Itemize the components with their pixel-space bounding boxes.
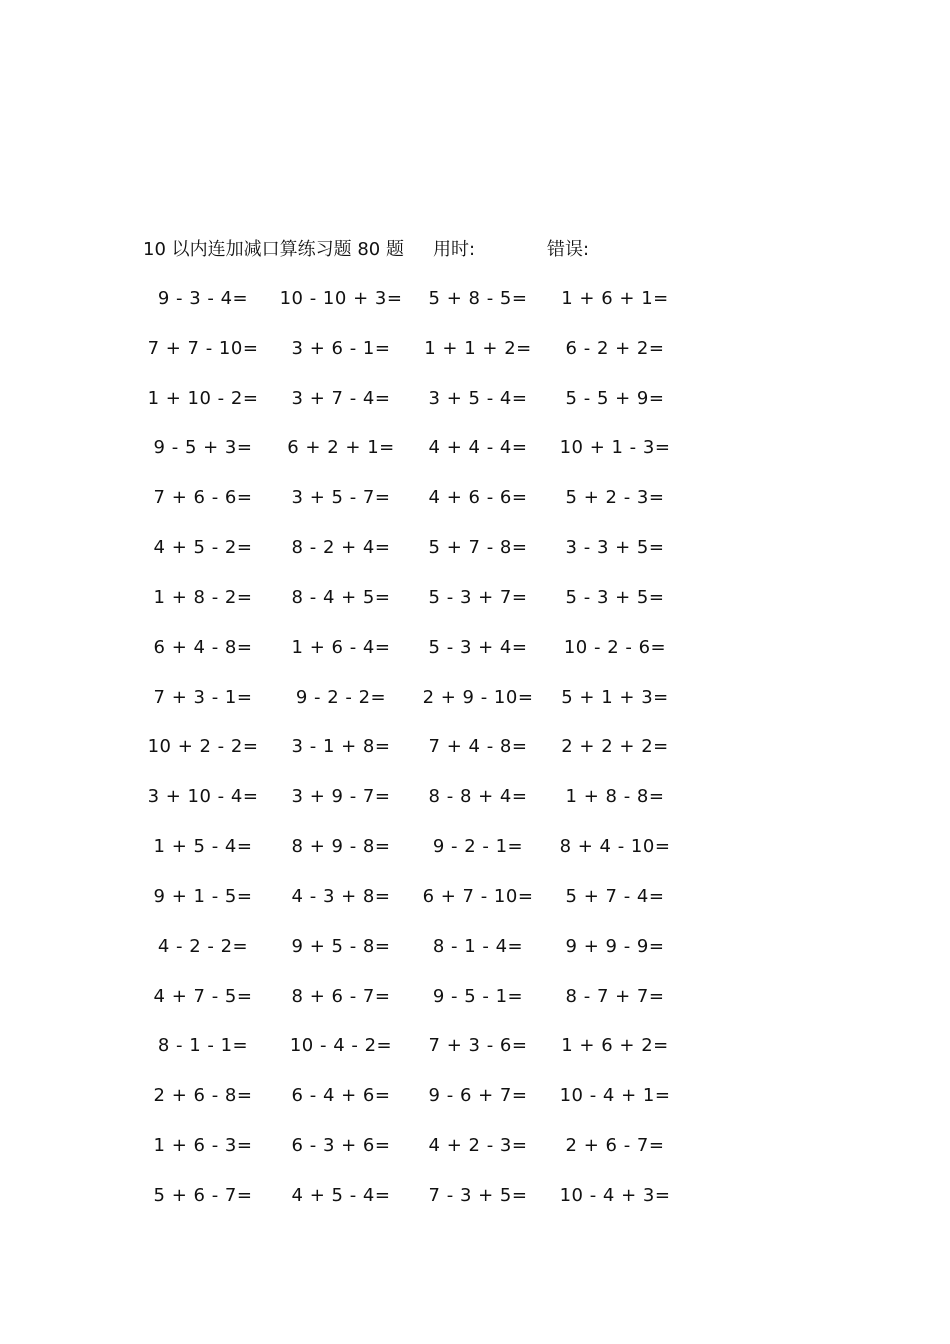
- problem-row: [0, 1183, 950, 1233]
- problem-item: 5 - 5 + 9=: [565, 387, 665, 409]
- problem-item: 1 + 1 + 2=: [424, 337, 532, 359]
- problem-row: [0, 1083, 950, 1133]
- problem-item: 4 + 5 - 4=: [291, 1184, 391, 1206]
- problem-item: 9 - 6 + 7=: [428, 1085, 528, 1107]
- problem-item: 6 - 3 + 6=: [291, 1135, 391, 1157]
- problem-item: 7 + 3 - 1=: [153, 686, 253, 708]
- problem-item: 1 + 8 - 2=: [153, 586, 253, 608]
- problem-row: [0, 685, 950, 735]
- problem-row: [0, 934, 950, 984]
- problem-item: 3 + 5 - 7=: [291, 487, 391, 509]
- problem-item: 9 - 2 - 1=: [432, 836, 524, 858]
- problem-item: 4 + 4 - 4=: [428, 437, 528, 459]
- problem-item: 3 - 1 + 8=: [291, 736, 391, 758]
- problem-item: 10 + 1 - 3=: [559, 437, 671, 459]
- problem-item: 7 - 3 + 5=: [428, 1184, 528, 1206]
- problem-item: 10 - 4 - 2=: [289, 1035, 393, 1057]
- error-label: 错误:: [547, 239, 590, 260]
- problem-item: 1 + 6 - 3=: [153, 1135, 253, 1157]
- problem-item: 1 + 6 - 4=: [291, 636, 391, 658]
- problem-item: 4 - 3 + 8=: [291, 885, 391, 907]
- problem-row: [0, 286, 950, 336]
- problem-item: 2 + 6 - 7=: [565, 1135, 665, 1157]
- problem-item: 6 - 2 + 2=: [565, 337, 665, 359]
- problem-item: 10 - 10 + 3=: [279, 288, 403, 309]
- problem-item: 4 + 5 - 2=: [153, 537, 253, 559]
- problem-item: 1 + 8 - 8=: [565, 786, 665, 808]
- time-label: 用时:: [433, 239, 476, 260]
- problem-item: 9 + 9 - 9=: [565, 935, 665, 957]
- problem-item: 6 + 2 + 1=: [287, 437, 395, 459]
- problem-item: 4 + 7 - 5=: [153, 985, 253, 1007]
- problem-item: 2 + 2 + 2=: [561, 736, 669, 758]
- problem-item: 6 - 4 + 6=: [291, 1085, 391, 1107]
- problem-item: 9 - 5 - 1=: [432, 985, 524, 1007]
- problem-item: 1 + 6 + 1=: [561, 288, 669, 309]
- problem-row: [0, 485, 950, 535]
- problem-item: 1 + 6 + 2=: [561, 1035, 669, 1057]
- problem-item: 5 - 3 + 4=: [428, 636, 528, 658]
- problem-row: [0, 1033, 950, 1083]
- problem-item: 1 + 5 - 4=: [153, 836, 253, 858]
- problem-item: 3 + 6 - 1=: [291, 337, 391, 359]
- problem-item: 7 + 7 - 10=: [147, 337, 259, 359]
- problem-item: 4 - 2 - 2=: [157, 935, 249, 957]
- problem-item: 4 + 6 - 6=: [428, 487, 528, 509]
- problem-item: 5 - 3 + 5=: [565, 586, 665, 608]
- problem-item: 10 - 4 + 1=: [559, 1085, 671, 1107]
- problem-item: 5 + 7 - 8=: [428, 537, 528, 559]
- problem-item: 8 + 9 - 8=: [291, 836, 391, 858]
- problem-item: 8 + 6 - 7=: [291, 985, 391, 1007]
- problem-item: 4 + 2 - 3=: [428, 1135, 528, 1157]
- problem-item: 9 - 3 - 4=: [157, 288, 249, 309]
- problem-row: [0, 535, 950, 585]
- problem-item: 2 + 6 - 8=: [153, 1085, 253, 1107]
- problem-grid: [0, 286, 950, 1233]
- problem-row: [0, 585, 950, 635]
- problem-item: 8 - 1 - 4=: [432, 935, 524, 957]
- problem-item: 7 + 3 - 6=: [428, 1035, 528, 1057]
- problem-row: [0, 784, 950, 834]
- problem-item: 9 + 5 - 8=: [291, 935, 391, 957]
- problem-item: 2 + 9 - 10=: [422, 686, 534, 708]
- problem-item: 1 + 10 - 2=: [147, 387, 259, 409]
- problem-item: 8 - 2 + 4=: [291, 537, 391, 559]
- problem-item: 3 + 7 - 4=: [291, 387, 391, 409]
- problem-item: 10 + 2 - 2=: [147, 736, 259, 758]
- problem-row: [0, 834, 950, 884]
- problem-item: 5 + 2 - 3=: [565, 487, 665, 509]
- problem-item: 5 + 7 - 4=: [565, 885, 665, 907]
- problem-row: [0, 336, 950, 386]
- problem-row: [0, 635, 950, 685]
- problem-item: 8 - 8 + 4=: [428, 786, 528, 808]
- problem-item: 5 + 8 - 5=: [428, 288, 528, 309]
- problem-item: 8 + 4 - 10=: [559, 836, 671, 858]
- problem-item: 8 - 1 - 1=: [157, 1035, 249, 1057]
- problem-row: [0, 1133, 950, 1183]
- problem-item: 9 - 2 - 2=: [295, 686, 387, 708]
- problem-item: 3 - 3 + 5=: [565, 537, 665, 559]
- problem-item: 5 - 3 + 7=: [428, 586, 528, 608]
- problem-row: [0, 884, 950, 934]
- problem-row: [0, 734, 950, 784]
- problem-item: 6 + 4 - 8=: [153, 636, 253, 658]
- problem-item: 3 + 9 - 7=: [291, 786, 391, 808]
- problem-item: 6 + 7 - 10=: [422, 885, 534, 907]
- worksheet-title: 10 以内连加减口算练习题 80 题: [143, 239, 404, 260]
- problem-item: 5 + 6 - 7=: [153, 1184, 253, 1206]
- problem-item: 5 + 1 + 3=: [561, 686, 669, 708]
- problem-row: [0, 984, 950, 1034]
- problem-item: 8 - 4 + 5=: [291, 586, 391, 608]
- problem-item: 9 - 5 + 3=: [153, 437, 253, 459]
- problem-item: 7 + 6 - 6=: [153, 487, 253, 509]
- problem-item: 10 - 4 + 3=: [559, 1184, 671, 1206]
- problem-item: 3 + 5 - 4=: [428, 387, 528, 409]
- problem-row: [0, 386, 950, 436]
- problem-row: [0, 435, 950, 485]
- problem-item: 3 + 10 - 4=: [147, 786, 259, 808]
- problem-item: 10 - 2 - 6=: [563, 636, 667, 658]
- problem-item: 7 + 4 - 8=: [428, 736, 528, 758]
- problem-item: 8 - 7 + 7=: [565, 985, 665, 1007]
- problem-item: 9 + 1 - 5=: [153, 885, 253, 907]
